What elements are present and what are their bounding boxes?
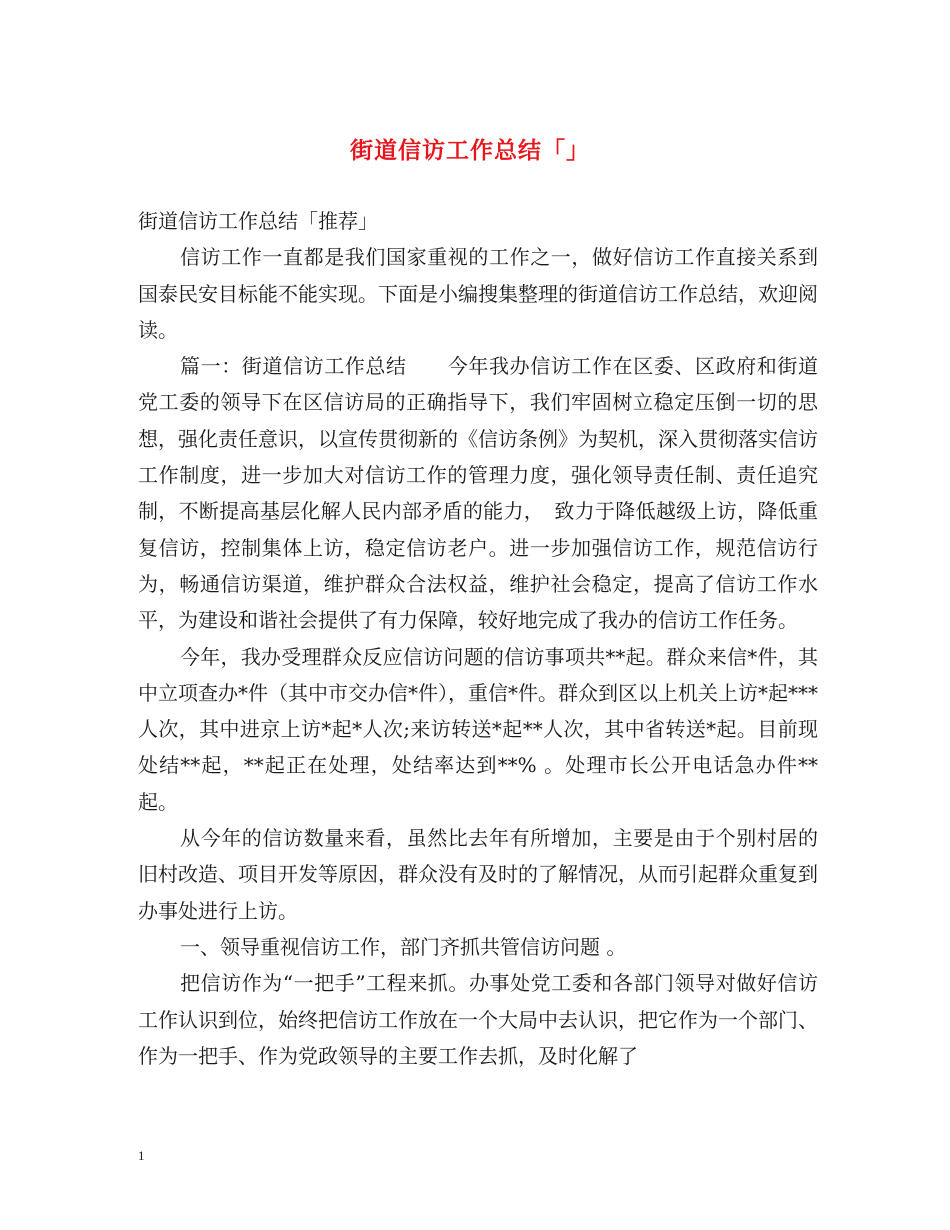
- section-heading: 一、领导重视信访工作，部门齐抓共管信访问题 。: [180, 934, 627, 959]
- document-title: 街道信访工作总结「」: [350, 137, 590, 164]
- document-body: [138, 203, 818, 1074]
- paragraph: 今年，我办受理群众反应信访问题的信访事项共**起。群众来信*件，其中立项查办*件（其中市交办信*件），重信*件。群众到区以上机关上访*起***人次，其中进京上访*起*人次;来访转送*起**人次，其中省转送*起。目前现处结**起，**起正在处理，处结率达到**% 。处理市长公开电话急办件**起。: [138, 644, 818, 814]
- paragraph: 从今年的信访数量来看，虽然比去年有所增加，主要是由于个别村居的旧村改造、项目开发等原因，群众没有及时的了解情况，从而引起群众重复到办事处进行上访。: [138, 826, 818, 923]
- paragraph-subtitle: 街道信访工作总结「推荐」: [138, 209, 378, 233]
- paragraph: 信访工作一直都是我们国家重视的工作之一，做好信访工作直接关系到国泰民安目标能不能实现。下面是小编搜集整理的街道信访工作总结，欢迎阅读。: [138, 245, 818, 342]
- paragraph: 把信访作为“一把手”工程来抓。办事处党工委和各部门领导对做好信访工作认识到位，始终把信访工作放在一个大局中去认识，把它作为一个部门、作为一把手、作为党政领导的主要工作去抓，及时化解了: [138, 971, 818, 1068]
- paragraph: 篇一：街道信访工作总结 今年我办信访工作在区委、区政府和街道党工委的领导下在区信访局的正确指导下，我们牢固树立稳定压倒一切的思想，强化责任意识，以宣传贯彻新的《信访条例》为契机，深入贯彻落实信访工作制度，进一步加大对信访工作的管理力度，强化领导责任制、责任追究制，不断提高基层化解人民内部矛盾的能力， 致力于降低越级上访，降低重复信访，控制集体上访，稳定信访老户。进一步加强信访工作，规范信访行为，畅通信访渠道，维护群众合法权益，维护社会稳定，提高了信访工作水平，为建设和谐社会提供了有力保障，较好地完成了我办的信访工作任务。: [138, 354, 818, 633]
- page-number: 1: [138, 1148, 145, 1163]
